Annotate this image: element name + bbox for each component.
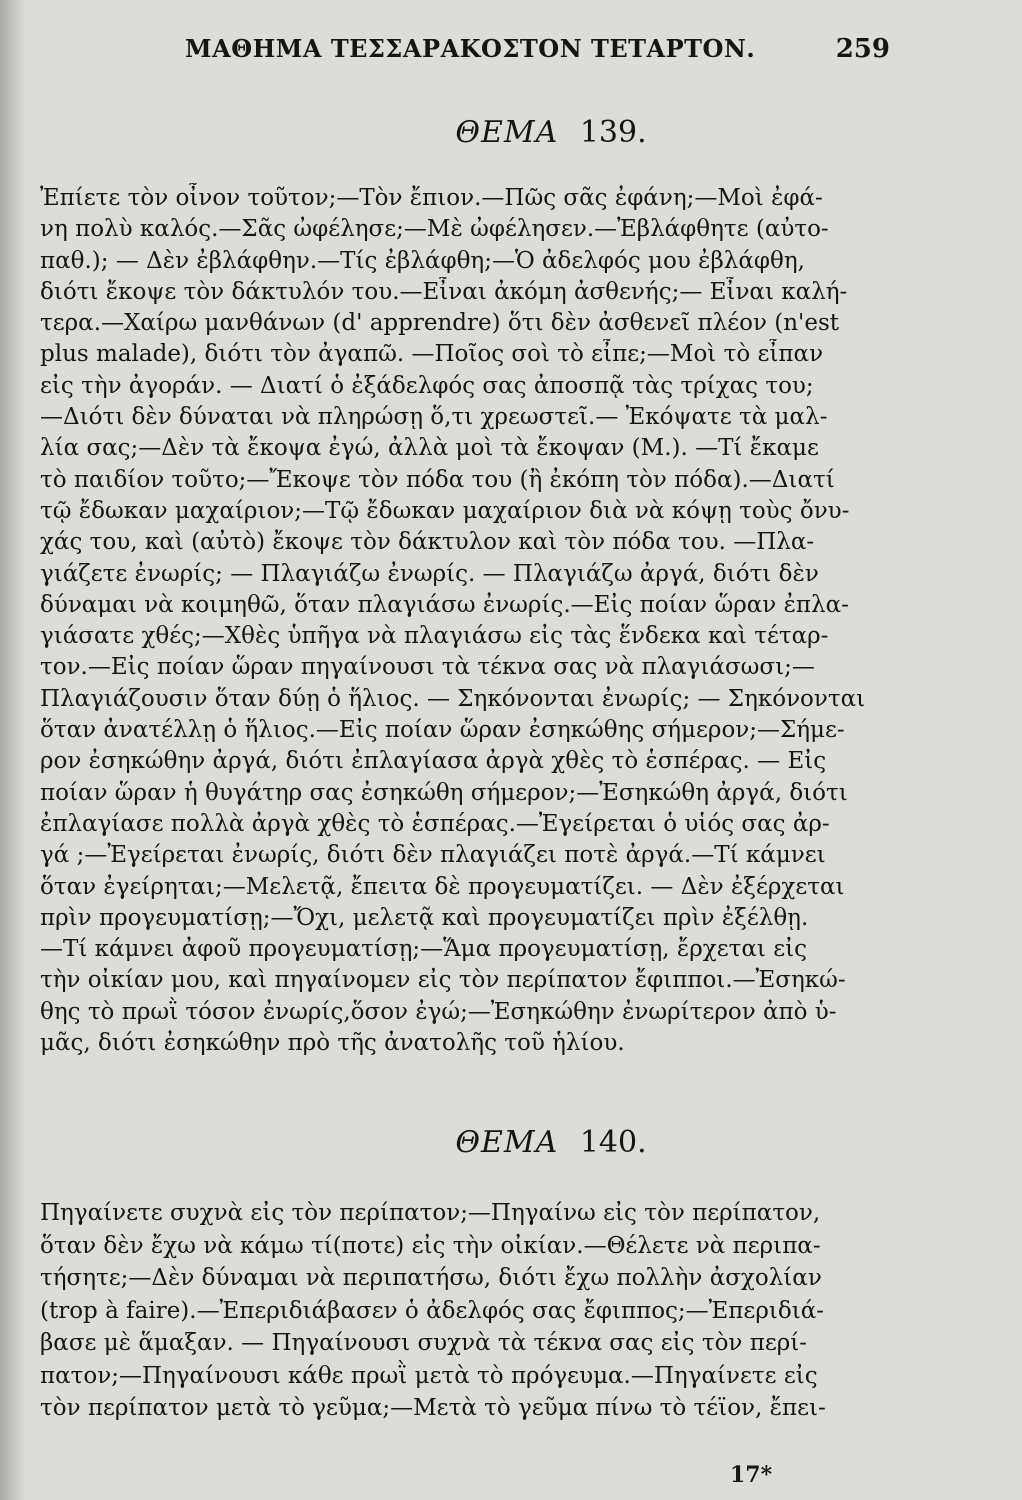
text-line: —Τί κάμνει ἀφοῦ προγευματίσῃ;—Ἅμα προγευματίσῃ, ἔρχεται εἰς [40,936,808,963]
text-line: πρὶν προγευματίσῃ;—Ὄχι, μελετᾷ καὶ προγευματίζει πρὶν ἐξέλθῃ. [40,904,809,931]
text-line: plus malade), διότι τὸν ἀγαπῶ. —Ποῖος σοὶ τὸ εἶπε;—Μοὶ τὸ εἶπαν [40,341,824,368]
text-line: Πηγαίνετε συχνὰ εἰς τὸν περίπατον;—Πηγαίνω εἰς τὸν περίπατον, [40,1200,821,1226]
text-line: γά ;—Ἐγείρεται ἐνωρίς, διότι δὲν πλαγιάζει ποτὲ ἀργά.—Τί κάμνει [40,842,826,869]
text-line: ὅταν δὲν ἔχω νὰ κάμω τί(ποτε) εἰς τὴν οἰκίαν.—Θέλετε νὰ περιπα- [40,1232,821,1259]
text-line: τὸν περίπατον μετὰ τὸ γεῦμα;—Μετὰ τὸ γεῦμα πίνω τὸ τέϊον, ἔπει- [40,1395,826,1421]
text-line: ποίαν ὥραν ἡ θυγάτηρ σας ἐσηκώθη σήμερον;—Ἐσηκώθη ἀργά, διότι [40,779,848,806]
text-line: θης τὸ πρωῒ τόσον ἐνωρίς,ὅσον ἐγώ;—Ἐσηκώθην ἐνωρίτερον ἀπὸ ὑ- [40,998,837,1025]
text-line: ρον ἐσηκώθην ἀργά, διότι ἐπλαγίασα ἀργὰ χθὲς τὸ ἑσπέρας. — Εἰς [40,748,827,775]
text-line: πατον;—Πηγαίνουσι κάθε πρωῒ μετὰ τὸ πρόγευμα.—Πηγαίνετε εἰς [40,1362,818,1389]
text-line: λία σας;—Δὲν τὰ ἔκοψα ἐγώ, ἀλλὰ μοὶ τὰ ἔκοψαν (Μ.). —Τί ἔκαμε [40,435,819,462]
text-line: μᾶς, διότι ἐσηκώθην πρὸ τῆς ἀνατολῆς τοῦ ἡλίου. [40,1030,625,1057]
text-line: Ἐπίετε τὸν οἶνον τοῦτον;—Τὸν ἔπιον.—Πῶς σᾶς ἐφάνη;—Μοὶ ἐφά- [40,185,823,211]
running-title: ΜΑΘΗΜΑ ΤΕΣΣΑΡΑΚΟΣΤΟΝ ΤΕΤΑΡΤΟΝ. [185,34,756,63]
text-line: τήσητε;—Δὲν δύναμαι νὰ περιπατήσω, διότι ἔχω πολλὴν ἀσχολίαν [40,1265,822,1291]
section-number: 139. [579,115,647,150]
text-line: γιάσατε χθές;—Χθὲς ὑπῆγα νὰ πλαγιάσω εἰς τὰς ἕνδεκα καὶ τέταρ- [40,623,829,650]
text-line: εἰς τὴν ἀγοράν. — Διατί ὁ ἐξάδελφός σας ἀποσπᾷ τὰς τρίχας του; [40,372,814,399]
text-line: νη πολὺ καλός.—Σᾶς ὠφέλησε;—Μὲ ὠφέλησεν.—Ἐβλάφθητε (αὐτο- [40,216,829,243]
section-label: ΘΕΜΑ [455,115,559,150]
section-heading-139 [40,115,1022,150]
section-label: ΘΕΜΑ [455,1125,559,1160]
text-line: (trop à faire).—Ἐπεριδιάβασεν ὁ ἀδελφός σας ἔφιππος;—Ἐπεριδιά- [40,1297,825,1324]
text-line: διότι ἔκοψε τὸν δάκτυλόν του.—Εἶναι ἀκόμη ἀσθενής;— Εἶναι καλή- [40,278,848,305]
text-line: τερα.—Χαίρω μανθάνων (d' apprendre) ὅτι δὲν ἀσθενεῖ πλέον (n'est [40,310,840,337]
signature-mark: 17* [730,1462,773,1488]
text-line: βασε μὲ ἅμαξαν. — Πηγαίνουσι συχνὰ τὰ τέκνα σας εἰς τὸν περί- [40,1330,808,1356]
text-line: ἐπλαγίασε πολλὰ ἀργὰ χθὲς τὸ ἑσπέρας.—Ἐγείρεται ὁ υἱός σας ἀρ- [40,810,830,837]
text-line: γιάζετε ἐνωρίς; — Πλαγιάζω ἐνωρίς. — Πλαγιάζω ἀργά, διότι δὲν [40,560,819,587]
text-line: —Διότι δὲν δύναται νὰ πληρώσῃ ὅ,τι χρεωστεῖ.— Ἐκόψατε τὰ μαλ- [40,404,828,431]
text-line: τῷ ἔδωκαν μαχαίριον;—Τῷ ἔδωκαν μαχαίριον διὰ νὰ κόψῃ τοὺς ὄνυ- [40,497,850,524]
section-number: 140. [579,1125,647,1160]
section-heading-140 [40,1125,1022,1160]
text-line: τὴν οἰκίαν μου, καὶ πηγαίνομεν εἰς τὸν περίπατον ἔφιπποι.—Ἐσηκώ- [40,967,846,994]
page-number: 259 [835,34,890,64]
running-head [185,34,900,74]
text-line: ὅταν ἀνατέλλῃ ὁ ἥλιος.—Εἰς ποίαν ὥραν ἐσηκώθης σήμερον;—Σήμε- [40,717,845,744]
text-line: παθ.); — Δὲν ἐβλάφθην.—Τίς ἐβλάφθη;—Ὁ ἀδελφός μου ἐβλάφθη, [40,247,805,274]
text-line: δύναμαι νὰ κοιμηθῶ, ὅταν πλαγιάσω ἐνωρίς.—Εἰς ποίαν ὥραν ἐπλα- [40,591,849,618]
exercise-text-140 [40,1197,915,1425]
exercise-text-139 [40,183,915,1059]
text-line: τὸ παιδίον τοῦτο;—Ἔκοψε τὸν πόδα του (ἢ ἐκόπη τὸν πόδα).—Διατί [40,466,835,493]
text-line: τον.—Εἰς ποίαν ὥραν πηγαίνουσι τὰ τέκνα σας νὰ πλαγιάσωσι;— [40,654,815,681]
text-line: Πλαγιάζουσιν ὅταν δύῃ ὁ ἥλιος. — Σηκόνονται ἐνωρίς; — Σηκόνονται [40,685,866,712]
text-line: ὅταν ἐγείρηται;—Μελετᾷ, ἔπειτα δὲ προγευματίζει. — Δὲν ἐξέρχεται [40,873,845,900]
text-line: χάς του, καὶ (αὐτὸ) ἔκοψε τὸν δάκτυλον καὶ τὸν πόδα του. —Πλα- [40,529,815,556]
